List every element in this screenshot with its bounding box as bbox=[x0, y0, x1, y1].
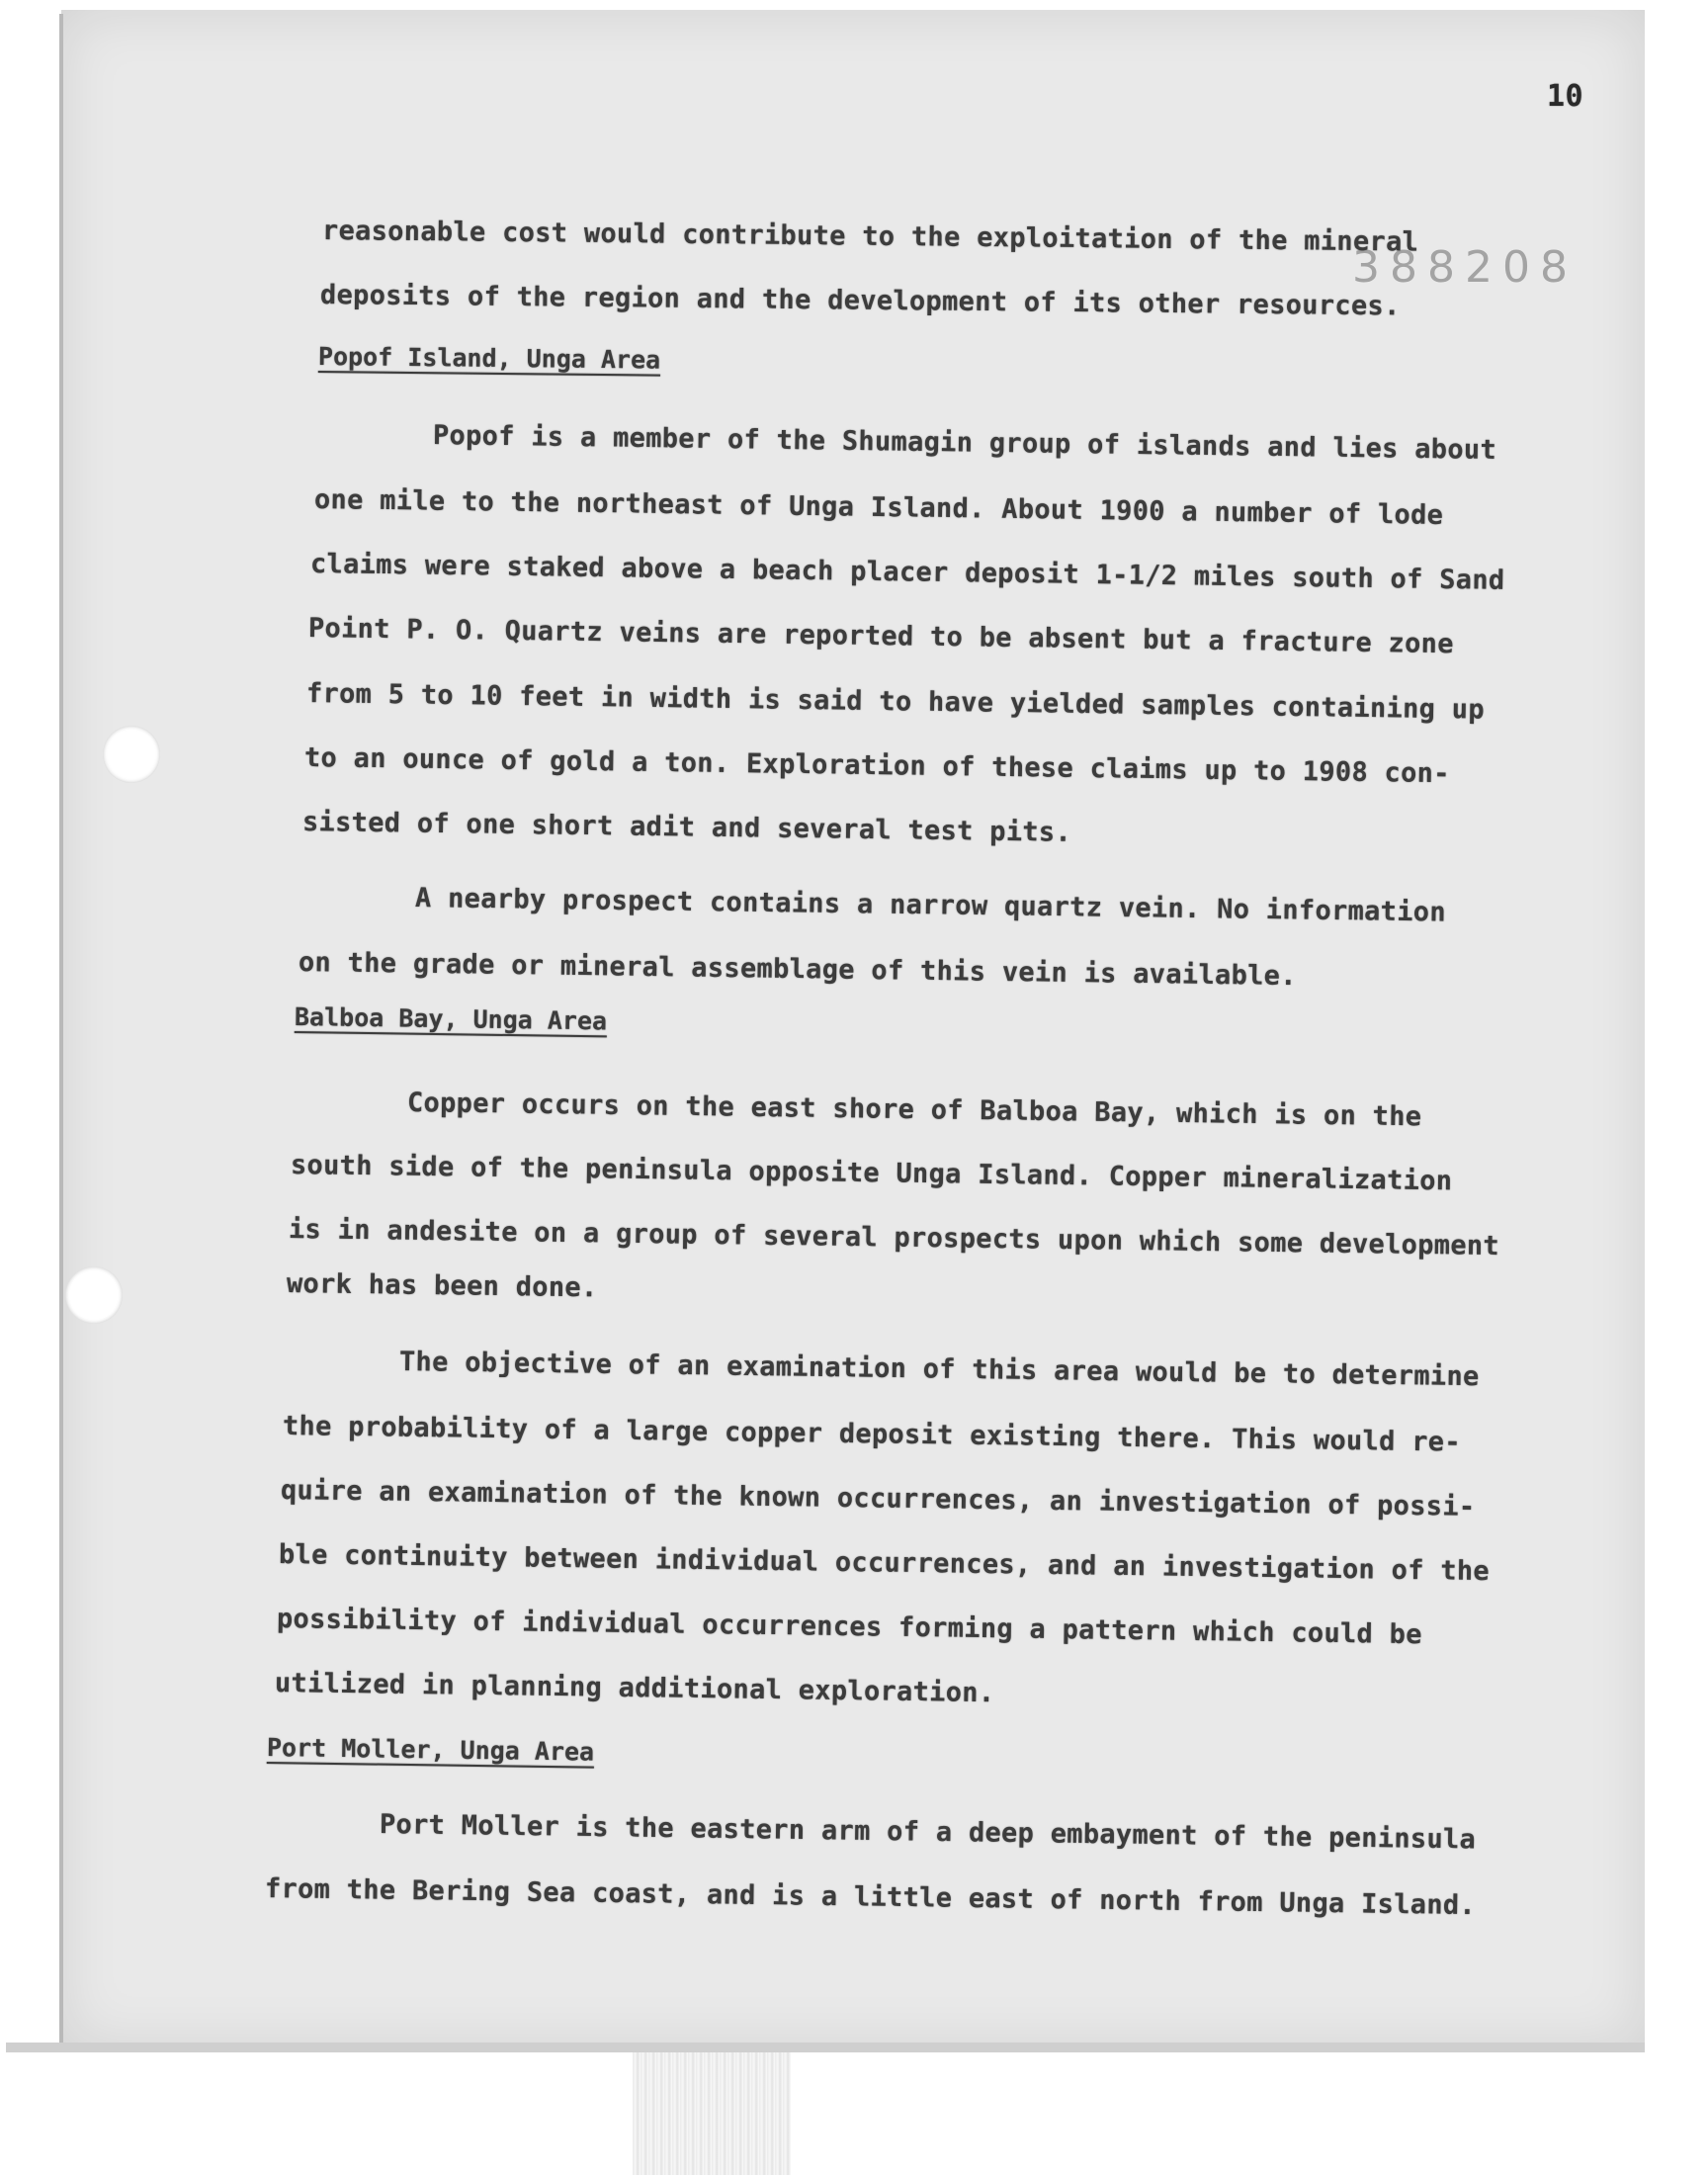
text-line: is in andesite on a group of several prospects upon which some development bbox=[288, 1214, 1500, 1262]
section-heading: Popof Island, Unga Area bbox=[317, 342, 661, 375]
text-line: south side of the peninsula opposite Unga Island. Copper mineralization bbox=[290, 1150, 1453, 1197]
text-line: The objective of an examination of this area would be to determine bbox=[398, 1347, 1480, 1393]
page-number: 10 bbox=[1547, 79, 1584, 114]
text-line: Copper occurs on the east shore of Balboa Bay, which is on the bbox=[406, 1088, 1422, 1133]
text-line: deposits of the region and the development of its other resources. bbox=[319, 280, 1401, 322]
text-line: Port Moller is the eastern arm of a deep embayment of the peninsula bbox=[379, 1809, 1477, 1856]
text-line: reasonable cost would contribute to the exploitation of the mineral bbox=[321, 216, 1419, 258]
text-line: Popof is a member of the Shumagin group of islands and lies about bbox=[432, 420, 1497, 467]
archive-stamp-number: 388208 bbox=[1352, 242, 1578, 293]
text-line: on the grade or mineral assemblage of this vein is available. bbox=[298, 947, 1298, 993]
text-line: Point P. O. Quartz veins are reported to be absent but a fracture zone bbox=[307, 613, 1454, 660]
text-line: one mile to the northeast of Unga Island. About 1900 a number of lode bbox=[313, 484, 1444, 531]
text-line: claims were staked above a beach placer deposit 1-1/2 miles south of Sand bbox=[309, 549, 1505, 596]
text-line: A nearby prospect contains a narrow quartz vein. No information bbox=[414, 883, 1447, 928]
text-line: utilized in planning additional exploration. bbox=[274, 1668, 995, 1709]
section-heading: Port Moller, Unga Area bbox=[266, 1733, 595, 1767]
text-line: to an ounce of gold a ton. Exploration of these claims up to 1908 con- bbox=[303, 742, 1450, 790]
text-line: the probability of a large copper deposit existing there. This would re- bbox=[282, 1411, 1462, 1458]
text-line: work has been done. bbox=[286, 1268, 598, 1304]
text-line: quire an examination of the known occurrences, an investigation of possi- bbox=[280, 1475, 1476, 1522]
text-line: possibility of individual occurrences forming a pattern which could be bbox=[276, 1604, 1422, 1651]
section-heading: Balboa Bay, Unga Area bbox=[294, 1002, 608, 1036]
text-line: ble continuity between individual occurrences, and an investigation of the bbox=[278, 1539, 1491, 1588]
text-line: sisted of one short adit and several test pits. bbox=[301, 807, 1072, 848]
text-line: from 5 to 10 feet in width is said to have yielded samples containing up bbox=[305, 678, 1486, 726]
text-line: from the Bering Sea coast, and is a little east of north from Unga Island. bbox=[264, 1873, 1477, 1922]
